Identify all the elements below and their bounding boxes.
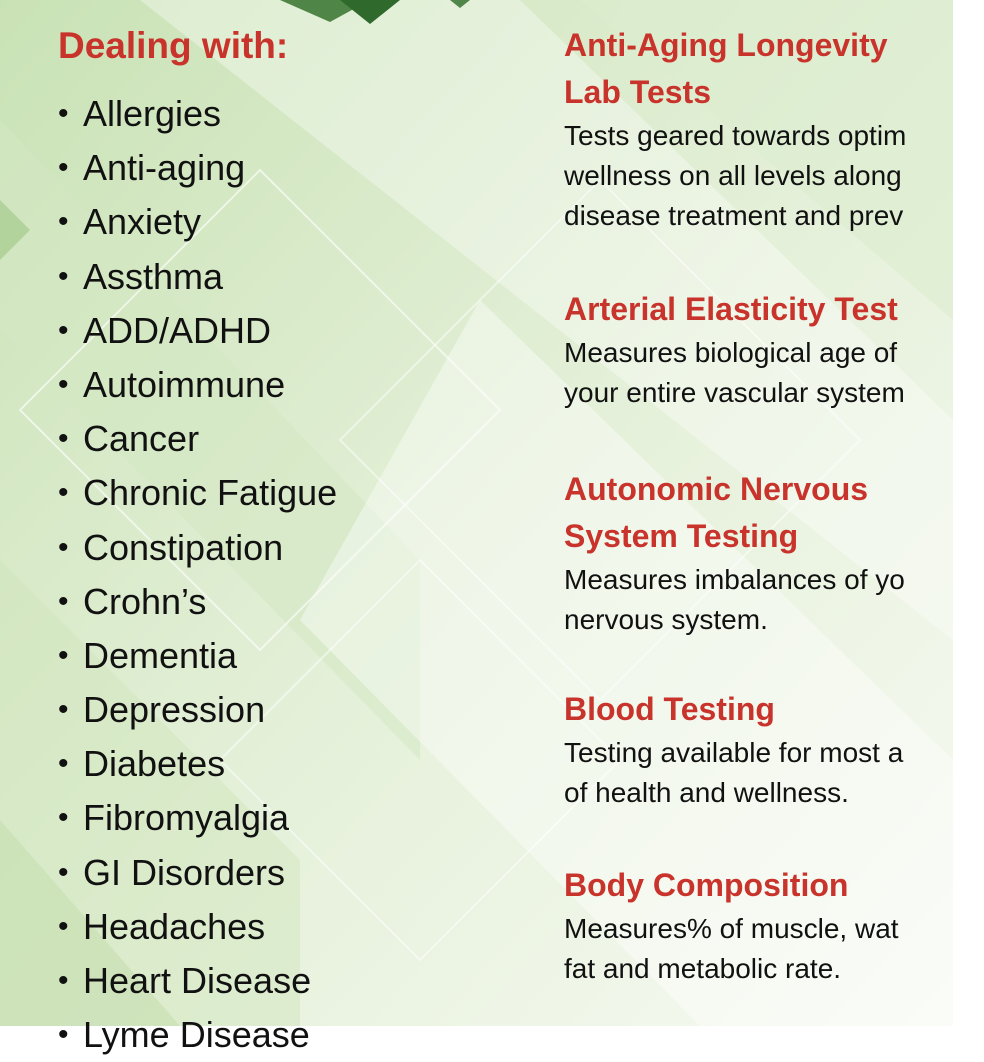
condition-label: Heart Disease [83,960,312,1001]
bullet-icon: • [58,97,69,130]
condition-item [58,791,518,845]
bullet-icon: • [58,476,69,510]
bullet-icon: • [58,530,69,564]
condition-item [58,683,518,737]
service-description: Testing available for most a [564,737,904,768]
condition-item [58,250,518,304]
condition-label: Anti-aging [83,147,246,189]
bullet-icon: • [58,205,69,239]
condition-label: Allergies [83,93,222,134]
service-description: Tests geared towards optim [564,120,907,151]
condition-label: Constipation [83,526,284,568]
service-title: Body Composition [564,867,849,903]
bullet-icon: • [58,801,69,835]
service-description: disease treatment and prev [564,200,904,231]
condition-label: GI Disorders [83,851,286,893]
service-title: Anti-Aging Longevity [564,27,888,63]
condition-label: ADD/ADHD [83,309,272,351]
condition-item [58,846,518,900]
condition-label: Chronic Fatigue [83,472,338,514]
bullet-icon: • [58,909,69,943]
bullet-icon: • [58,747,69,781]
condition-item [58,954,518,1008]
condition-item [58,1008,518,1062]
condition-label: Lyme Disease [83,1014,310,1056]
conditions-list [58,87,518,1062]
condition-item [58,304,518,358]
bullet-icon: • [58,1018,69,1052]
service-description: wellness on all levels along [564,160,902,191]
service-description: Measures imbalances of yo [564,564,905,595]
service-section [564,22,984,236]
condition-label: Assthma [83,255,224,297]
condition-label: Autoimmune [83,363,286,405]
bullet-icon: • [58,584,69,618]
condition-item [58,141,518,195]
service-title: Lab Tests [564,74,711,110]
condition-item [58,900,518,954]
service-section [564,286,984,413]
service-section [564,686,984,813]
condition-label: Dementia [83,634,238,676]
service-description: your entire vascular system [564,377,905,408]
condition-item [58,87,518,141]
service-section [564,466,984,640]
condition-item [58,737,518,791]
bullet-icon: • [58,693,69,727]
bullet-icon: • [58,964,69,997]
condition-item [58,358,518,412]
bullet-icon: • [58,367,69,401]
bullet-icon: • [58,313,69,347]
service-description: of health and wellness. [564,777,849,808]
conditions-panel [58,24,518,1062]
service-title: Arterial Elasticity Test [564,291,898,327]
service-description: Measures% of muscle, wat [564,913,899,944]
service-title: System Testing [564,518,799,554]
service-title: Autonomic Nervous [564,471,869,507]
bullet-icon: • [58,422,69,456]
condition-label: Diabetes [83,743,226,785]
bullet-icon: • [58,151,69,185]
condition-item [58,195,518,249]
service-section [564,862,984,989]
bullet-icon: • [58,855,69,889]
condition-item [58,575,518,629]
service-description: nervous system. [564,604,768,635]
condition-item [58,521,518,575]
condition-label: Anxiety [83,201,202,243]
condition-label: Headaches [83,905,266,947]
condition-label: Crohn’s [83,580,207,622]
condition-label: Depression [83,689,266,731]
condition-label: Fibromyalgia [83,797,290,839]
condition-label: Cancer [83,418,200,460]
bullet-icon: • [58,638,69,672]
conditions-heading: Dealing with: [58,25,289,66]
service-title: Blood Testing [564,691,775,727]
condition-item [58,466,518,520]
service-description: Measures biological age of [564,337,898,368]
service-description: fat and metabolic rate. [564,953,842,984]
condition-item [58,629,518,683]
bullet-icon: • [58,259,69,293]
condition-item [58,412,518,466]
